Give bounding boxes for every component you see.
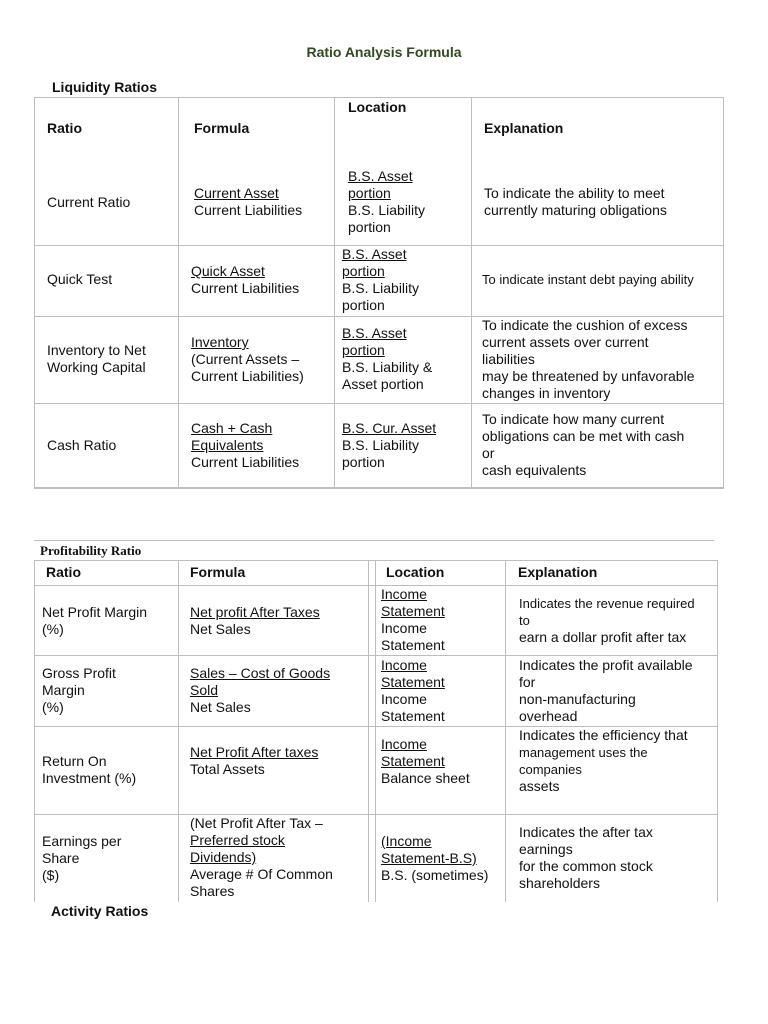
table-row-explanation: Indicates the revenue required to earn a dollar profit after tax <box>519 596 695 645</box>
table-row-formula: Inventory (Current Assets – Current Liabilities) <box>191 334 304 384</box>
table-row-explanation: Indicates the profit available for non-manufacturing overhead <box>519 657 693 724</box>
table-row-explanation: To indicate the ability to meet currently maturing obligations <box>484 185 667 218</box>
table-row-formula: Net Profit After taxes Total Assets <box>190 744 319 777</box>
table-row-formula: Current Asset Current Liabilities <box>194 185 303 218</box>
liquidity-header-explanation: Explanation <box>484 120 564 136</box>
table-row-formula: (Net Profit After Tax – Preferred stock Dividends) Average # Of Common Shares <box>190 815 333 899</box>
table-row-location: Income Statement Income Statement <box>381 657 445 724</box>
profitability-header-formula: Formula <box>190 564 246 580</box>
profitability-header-location: Location <box>386 564 445 580</box>
table-row-ratio: Net Profit Margin (%) <box>42 604 148 637</box>
document-title: Ratio Analysis Formula <box>306 44 462 60</box>
table-row-location: B.S. Asset portion B.S. Liability & Asset portion <box>342 325 433 392</box>
liquidity-header-location: Location <box>348 99 407 115</box>
liquidity-heading: Liquidity Ratios <box>52 79 157 95</box>
table-row-location: B.S. Asset portion B.S. Liability portion <box>348 168 426 235</box>
profitability-header-ratio: Ratio <box>46 564 81 580</box>
table-row-location: B.S. Asset portion B.S. Liability portion <box>342 246 420 313</box>
liquidity-header-ratio: Ratio <box>47 120 82 136</box>
table-row-ratio: Gross Profit Margin (%) <box>42 665 116 715</box>
table-row-explanation: To indicate the cushion of excess current assets over current liabilities may be threatened by unfavorable changes in inventory <box>482 317 695 401</box>
table-row-ratio: Inventory to Net Working Capital <box>47 342 146 375</box>
table-row-location: B.S. Cur. Asset B.S. Liability portion <box>342 420 437 470</box>
table-row-location: Income Statement Income Statement <box>381 586 445 653</box>
table-row-formula: Sales – Cost of Goods Sold Net Sales <box>190 665 331 715</box>
table-row-explanation: Indicates the efficiency that management uses the companies assets <box>519 727 688 794</box>
table-row-formula: Net profit After Taxes Net Sales <box>190 604 320 637</box>
profitability-header-explanation: Explanation <box>518 564 598 580</box>
table-row-location: Income Statement Balance sheet <box>381 736 470 786</box>
table-row-location: (Income Statement-B.S) B.S. (sometimes) <box>381 833 489 883</box>
table-row-formula: Cash + Cash Equivalents Current Liabilities <box>191 420 300 470</box>
table-row-explanation: To indicate instant debt paying ability <box>482 272 694 287</box>
table-row-ratio: Quick Test <box>47 271 113 287</box>
table-row-explanation: To indicate how many current obligations can be met with cash or cash equivalents <box>482 411 685 478</box>
activity-heading: Activity Ratios <box>51 903 149 919</box>
table-row-ratio: Cash Ratio <box>47 437 117 453</box>
table-row-ratio: Current Ratio <box>47 194 131 210</box>
table-row-ratio: Return On Investment (%) <box>42 753 137 786</box>
table-row-ratio: Earnings per Share ($) <box>42 833 122 883</box>
table-row-formula: Quick Asset Current Liabilities <box>191 263 300 296</box>
divider <box>34 540 714 541</box>
profitability-heading: Profitability Ratio <box>40 543 142 558</box>
table-row-explanation: Indicates the after tax earnings for the common stock shareholders <box>519 824 653 891</box>
liquidity-header-formula: Formula <box>194 120 250 136</box>
